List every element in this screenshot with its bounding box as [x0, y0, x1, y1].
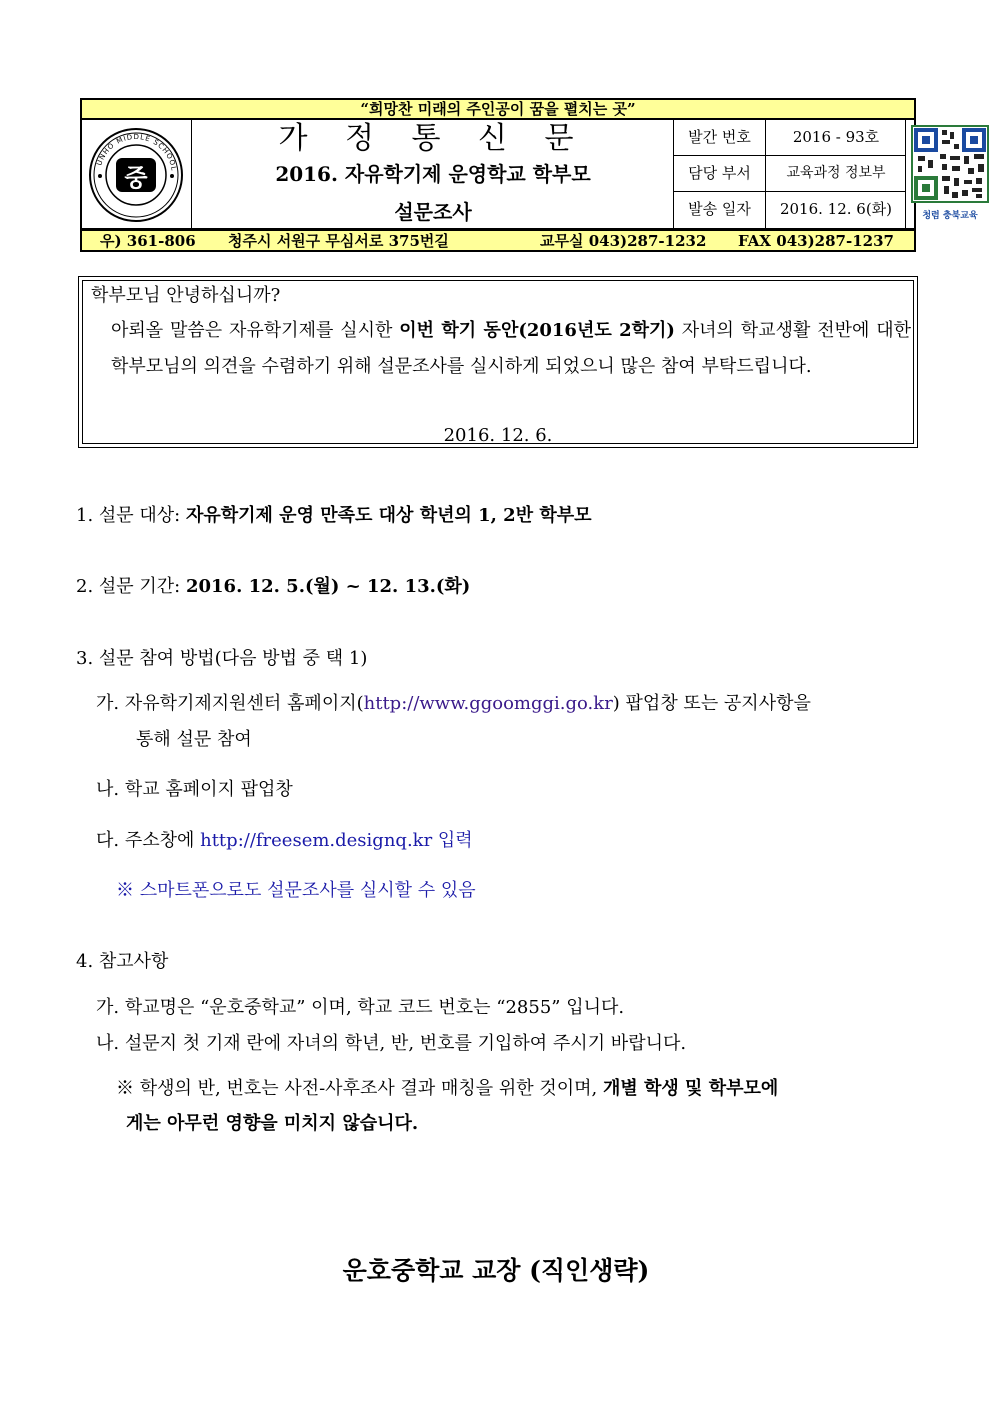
greeting-salutation: 학부모님 안녕하십니까?: [91, 285, 281, 306]
note-privacy-text: ※ 학생의 반, 번호는 사전-사후조사 결과 매칭을 위한 것이며,: [116, 1078, 603, 1099]
meta-key: 발송 일자: [674, 192, 766, 228]
section-label: 1. 설문 대상:: [76, 505, 186, 526]
meta-row-issue-number: [674, 120, 906, 156]
qr-code-icon[interactable]: [906, 120, 992, 228]
note-privacy-emphasis: 개별 학생 및 학부모에: [602, 1078, 779, 1099]
section-participation-methods: 3. 설문 참여 방법(다음 방법 중 택 1): [76, 648, 368, 669]
method-a-text: 가. 자유학기제지원센터 홈페이지(: [96, 693, 364, 714]
qr-cell: [906, 120, 992, 228]
school-emblem-icon: [82, 120, 192, 228]
link-freesem[interactable]: http://freesem.designq.kr: [200, 830, 433, 851]
meta-key: 담당 부서: [674, 156, 766, 191]
note-b: 나. 설문지 첫 기재 란에 자녀의 학년, 반, 번호를 기입하여 주시기 바랍니다.: [96, 1033, 687, 1054]
meta-table: [674, 120, 906, 228]
method-c: [96, 830, 473, 852]
method-c-text: 다. 주소창에: [96, 830, 201, 851]
meta-value: 교육과정 정보부: [786, 165, 886, 181]
school-logo-cell: [82, 120, 192, 228]
method-a: [96, 693, 918, 715]
header-table: [80, 120, 978, 230]
address-bar: [80, 230, 916, 252]
meta-row-department: [674, 156, 906, 192]
fax-number: FAX 043)287-1237: [738, 232, 894, 250]
meta-value: 2016 - 93호: [792, 128, 880, 146]
section-notes: 4. 참고사항: [76, 951, 169, 972]
section-value: 2016. 12. 5.(월) ~ 12. 13.(화): [185, 576, 471, 597]
method-a-continued: 통해 설문 참여: [136, 729, 252, 750]
greeting-body-emphasis: 이번 학기 동안(2016년도 2학기): [399, 320, 675, 341]
section-survey-target: [76, 505, 592, 527]
method-c-text-2: 입력: [432, 830, 473, 851]
meta-key: 발간 번호: [674, 120, 766, 155]
logo-char: 중: [124, 164, 148, 192]
note-privacy-continued: 게는 아무런 영향을 미치지 않습니다.: [126, 1113, 419, 1134]
method-b: 나. 학교 홈페이지 팝업창: [96, 779, 293, 800]
greeting-date: 2016. 12. 6.: [443, 425, 553, 446]
greeting-body-text-2: 자녀의 학교생활 전반에 대한 학부모님의 의견을 수렴하기 위해 설문조사를 실시하게 되었으니 많은 참여 부탁드립니다.: [111, 320, 911, 377]
meta-value: 2016. 12. 6(화): [779, 200, 893, 218]
postal-code: 우) 361-806: [100, 232, 196, 250]
motto-banner: “희망찬 미래의 주인공이 꿈을 펼치는 곳”: [80, 98, 916, 120]
section-survey-period: [76, 576, 470, 598]
note-privacy: [116, 1078, 778, 1100]
smartphone-note: ※ 스마트폰으로도 설문조사를 실시할 수 있음: [116, 880, 476, 901]
method-a-text-2: ) 팝업창 또는 공지사항을: [612, 693, 811, 714]
document-subtitle-2: 설문조사: [394, 200, 472, 224]
logo-ring-text: UNHO MIDDLE SCHOOL: [95, 132, 178, 172]
section-value: 자유학기제 운영 만족도 대상 학년의 1, 2반 학부모: [185, 505, 592, 526]
principal-signature: 운호중학교 교장 (직인생략): [342, 1256, 650, 1285]
section-label: 2. 설문 기간:: [76, 576, 186, 597]
document-subtitle: 2016. 자유학기제 운영학교 학부모: [275, 162, 591, 186]
meta-row-send-date: [674, 192, 906, 228]
street-address: 청주시 서원구 무심서로 375번길: [228, 232, 449, 250]
greeting-body-text: 아뢰올 말씀은 자유학기제를 실시한: [111, 320, 400, 341]
link-ggoomggi[interactable]: http://www.ggoomggi.go.kr: [363, 693, 613, 714]
qr-caption: 청렴 충북교육: [922, 211, 978, 221]
greeting-box: [78, 276, 918, 448]
greeting-body: [111, 313, 911, 385]
office-phone: 교무실 043)287-1232: [540, 232, 707, 250]
document-title: 가 정 통 신 문: [278, 121, 588, 156]
title-cell: [192, 120, 674, 228]
note-a: 가. 학교명은 “운호중학교” 이며, 학교 코드 번호는 “2855” 입니다.: [96, 997, 625, 1018]
